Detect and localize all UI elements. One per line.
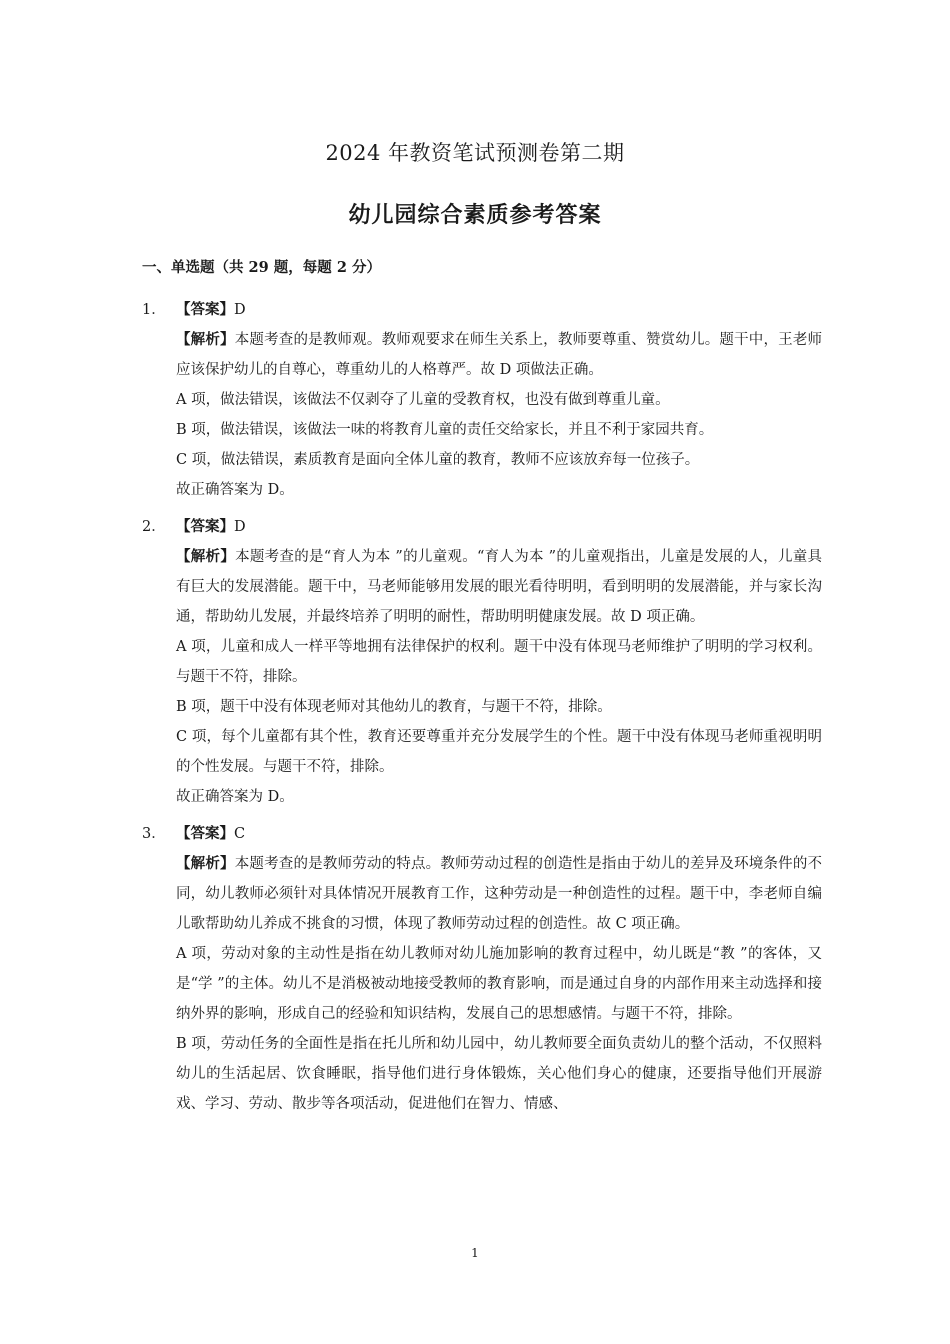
document-subtitle: 幼儿园综合素质参考答案 — [348, 202, 602, 228]
question-number: 2． — [142, 519, 166, 535]
conclusion-line: 故正确答案为 D。 — [176, 789, 294, 805]
question-item — [142, 819, 822, 1119]
analysis-text: 本题考查的是教师观。教师观要求在师生关系上，教师要尊重、赞赏幼儿。题干中，王老师应该保护幼儿的自尊心，尊重幼儿的人格尊严。故 D 项做法正确。 — [176, 332, 823, 378]
section-heading: 一、单选题（共 29 题，每题 2 分） — [142, 259, 381, 276]
question-number: 1． — [142, 302, 166, 318]
document-title: 2024 年教资笔试预测卷第二期 — [325, 141, 625, 165]
answer-label: 【答案】 — [176, 518, 234, 535]
answer-value: D — [234, 302, 246, 318]
analysis-label: 【解析】 — [176, 331, 235, 348]
analysis-paragraph — [176, 542, 822, 632]
question-header — [142, 295, 822, 325]
analysis-label: 【解析】 — [176, 855, 235, 872]
question-item — [142, 512, 822, 812]
answer-label: 【答案】 — [176, 825, 234, 842]
analysis-label: 【解析】 — [176, 548, 236, 565]
analysis-paragraph — [176, 849, 822, 939]
option-explanation: C 项，每个儿童都有其个性，教育还要尊重并充分发展学生的个性。题干中没有体现马老师重视明明的个性发展。与题干不符，排除。 — [176, 729, 822, 775]
analysis-text: 本题考查的是教师劳动的特点。教师劳动过程的创造性是指由于幼儿的差异及环境条件的不同，幼儿教师必须针对具体情况开展教育工作，这种劳动是一种创造性的过程。题干中，李老师自编儿歌帮助幼儿养成不挑食的习惯，体现了教师劳动过程的创造性。故 C 项正确。 — [176, 856, 823, 932]
option-explanation: B 项，劳动任务的全面性是指在托儿所和幼儿园中，幼儿教师要全面负责幼儿的整个活动，不仅照料幼儿的生活起居、饮食睡眠，指导他们进行身体锻炼，关心他们身心的健康，还要指导他们开展游戏、学习、劳动、散步等各项活动，促进他们在智力、情感、 — [176, 1036, 822, 1112]
answer-list — [142, 295, 822, 1126]
analysis-text: 本题考查的是“育人为本 ”的儿童观。“育人为本 ”的儿童观指出，儿童是发展的人，儿童具有巨大的发展潜能。题干中，马老师能够用发展的眼光看待明明，看到明明的发展潜能，并与家长沟通，帮助幼儿发展，并最终培养了明明的耐性，帮助明明健康发展。故 D 项正确。 — [176, 549, 823, 625]
option-explanation: B 项，做法错误，该做法一味的将教育儿童的责任交给家长，并且不利于家园共育。 — [176, 422, 714, 438]
question-header — [142, 819, 822, 849]
conclusion-line: 故正确答案为 D。 — [176, 482, 294, 498]
answer-value: D — [234, 519, 246, 535]
option-explanation: B 项，题干中没有体现老师对其他幼儿的教育，与题干不符，排除。 — [176, 699, 612, 715]
analysis-paragraph — [176, 325, 822, 385]
question-header — [142, 512, 822, 542]
option-explanation: C 项，做法错误，素质教育是面向全体儿童的教育，教师不应该放弃每一位孩子。 — [176, 452, 700, 468]
option-explanation: A 项，做法错误，该做法不仅剥夺了儿童的受教育权，也没有做到尊重儿童。 — [176, 392, 670, 408]
option-explanation: A 项，劳动对象的主动性是指在幼儿教师对幼儿施加影响的教育过程中，幼儿既是“教 ”的客体，又是“学 ”的主体。幼儿不是消极被动地接受教师的教育影响，而是通过自身的内部作用来主动选择和接纳外界的影响，形成自己的经验和知识结构，发展自己的思想感情。与题干不符，排除。 — [176, 946, 822, 1022]
answer-label: 【答案】 — [176, 301, 234, 318]
page-number: 1 — [471, 1246, 479, 1260]
option-explanation: A 项，儿童和成人一样平等地拥有法律保护的权利。题干中没有体现马老师维护了明明的学习权利。与题干不符，排除。 — [176, 639, 822, 685]
answer-value: C — [234, 826, 246, 842]
question-item — [142, 295, 822, 505]
question-number: 3． — [142, 826, 166, 842]
